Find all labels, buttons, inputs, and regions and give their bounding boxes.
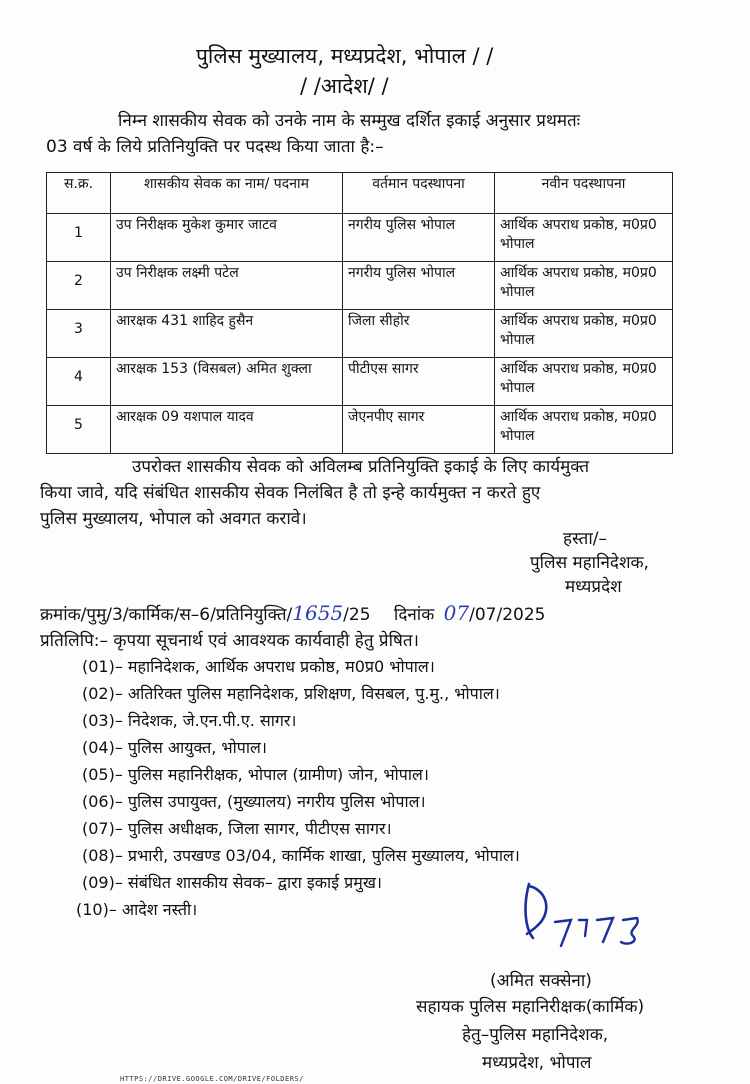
- intro-line-1: निम्न शासकीय सेवक को उनके नाम के सम्मुख दर्शित इकाई अनुसार प्रथमतः: [118, 111, 581, 131]
- col-header-name: शासकीय सेवक का नाम/ पदनाम: [111, 173, 343, 214]
- signatory-title: सहायक पुलिस महानिरीक्षक(कार्मिक): [416, 997, 645, 1017]
- cell-current: नगरीय पुलिस भोपाल: [343, 214, 495, 262]
- reference-number: 1655: [292, 601, 344, 625]
- col-header-new: नवीन पदस्थापना: [495, 173, 673, 214]
- date-label: दिनांक: [393, 605, 435, 625]
- handwritten-signature: [515, 876, 665, 956]
- intro-line-2: 03 वर्ष के लिये प्रतिनियुक्ति पर पदस्थ किया जाता है:–: [46, 137, 384, 157]
- cell-sno: 2: [47, 262, 111, 310]
- list-item: (06)– पुलिस उपायुक्त, (मुख्यालय) नगरीय पुलिस भोपाल।: [82, 792, 426, 811]
- table-row: [47, 214, 673, 262]
- list-item: (02)– अतिरिक्त पुलिस महानिदेशक, प्रशिक्षण, विसबल, पु.मु., भोपाल।: [82, 684, 500, 703]
- signatory-name: (अमित सक्सेना): [490, 971, 592, 991]
- date-day: 07: [443, 601, 470, 625]
- signatory-for: हेतु–पुलिस महानिदेशक,: [462, 1025, 609, 1045]
- cell-name: आरक्षक 431 शाहिद हुसैन: [111, 310, 343, 358]
- list-item: (01)– महानिदेशक, आर्थिक अपराध प्रकोष्ठ, म0प्र0 भोपाल।: [82, 657, 435, 676]
- reference-year: /25: [343, 605, 371, 625]
- table-row: [47, 358, 673, 406]
- cell-current: नगरीय पुलिस भोपाल: [343, 262, 495, 310]
- table-row: [47, 310, 673, 358]
- cell-sno: 3: [47, 310, 111, 358]
- relief-line-2: किया जावे, यदि संबंधित शासकीय सेवक निलंबित है तो इन्हे कार्यमुक्त न करते हुए: [40, 483, 541, 503]
- table-row: [47, 406, 673, 454]
- table-row: [47, 262, 673, 310]
- reference-prefix: क्रमांक/पुमु/3/कार्मिक/स–6/प्रतिनियुक्ति/: [40, 605, 293, 625]
- cell-sno: 5: [47, 406, 111, 454]
- relief-line-1: उपरोक्त शासकीय सेवक को अविलम्ब प्रतिनियुक्ति इकाई के लिए कार्यमुक्त: [132, 457, 590, 477]
- cell-current: जिला सीहोर: [343, 310, 495, 358]
- signed-mark: हस्ता/–: [563, 529, 607, 549]
- cell-new: आर्थिक अपराध प्रकोष्ठ, म0प्र0 भोपाल: [495, 214, 673, 262]
- col-header-sno: स.क्र.: [47, 173, 111, 214]
- table-header-row: [47, 173, 673, 214]
- signatory-state: मध्यप्रदेश: [565, 577, 622, 597]
- cell-current: पीटीएस सागर: [343, 358, 495, 406]
- cell-new: आर्थिक अपराध प्रकोष्ठ, म0प्र0 भोपाल: [495, 262, 673, 310]
- cell-current: जेएनपीए सागर: [343, 406, 495, 454]
- cell-name: उप निरीक्षक मुकेश कुमार जाटव: [111, 214, 343, 262]
- list-item: (05)– पुलिस महानिरीक्षक, भोपाल (ग्रामीण) जोन, भोपाल।: [82, 765, 429, 784]
- list-item: (07)– पुलिस अधीक्षक, जिला सागर, पीटीएस सागर।: [82, 819, 392, 838]
- cell-sno: 1: [47, 214, 111, 262]
- signatory-place: मध्यप्रदेश, भोपाल: [482, 1053, 592, 1073]
- cell-name: आरक्षक 153 (विसबल) अमित शुक्ला: [111, 358, 343, 406]
- footer-url: HTTPS://DRIVE.GOOGLE.COM/DRIVE/FOLDERS/: [120, 1075, 304, 1083]
- order-title: / /आदेश/ /: [300, 74, 389, 98]
- reference-line: [40, 600, 545, 629]
- signatory-designation: पुलिस महानिदेशक,: [530, 553, 649, 573]
- cc-intro: प्रतिलिपि:– कृपया सूचनार्थ एवं आवश्यक कार्यवाही हेतु प्रेषित।: [40, 631, 419, 651]
- list-item: (03)– निदेशक, जे.एन.पी.ए. सागर।: [82, 711, 297, 730]
- posting-table: [46, 172, 673, 454]
- col-header-current: वर्तमान पदस्थापना: [343, 173, 495, 214]
- date-rest: /07/2025: [469, 605, 546, 625]
- list-item: (08)– प्रभारी, उपखण्ड 03/04, कार्मिक शाखा, पुलिस मुख्यालय, भोपाल।: [82, 846, 520, 865]
- office-heading: पुलिस मुख्यालय, मध्यप्रदेश, भोपाल / /: [196, 44, 494, 68]
- list-item: (04)– पुलिस आयुक्त, भोपाल।: [82, 738, 267, 757]
- relief-line-3: पुलिस मुख्यालय, भोपाल को अवगत करावे।: [40, 509, 307, 529]
- cell-name: उप निरीक्षक लक्ष्मी पटेल: [111, 262, 343, 310]
- cell-new: आर्थिक अपराध प्रकोष्ठ, म0प्र0 भोपाल: [495, 406, 673, 454]
- list-item: (09)– संबंधित शासकीय सेवक– द्वारा इकाई प्रमुख।: [82, 873, 382, 892]
- cell-new: आर्थिक अपराध प्रकोष्ठ, म0प्र0 भोपाल: [495, 358, 673, 406]
- cell-sno: 4: [47, 358, 111, 406]
- list-item: (10)– आदेश नस्ती।: [76, 900, 198, 919]
- cell-name: आरक्षक 09 यशपाल यादव: [111, 406, 343, 454]
- cell-new: आर्थिक अपराध प्रकोष्ठ, म0प्र0 भोपाल: [495, 310, 673, 358]
